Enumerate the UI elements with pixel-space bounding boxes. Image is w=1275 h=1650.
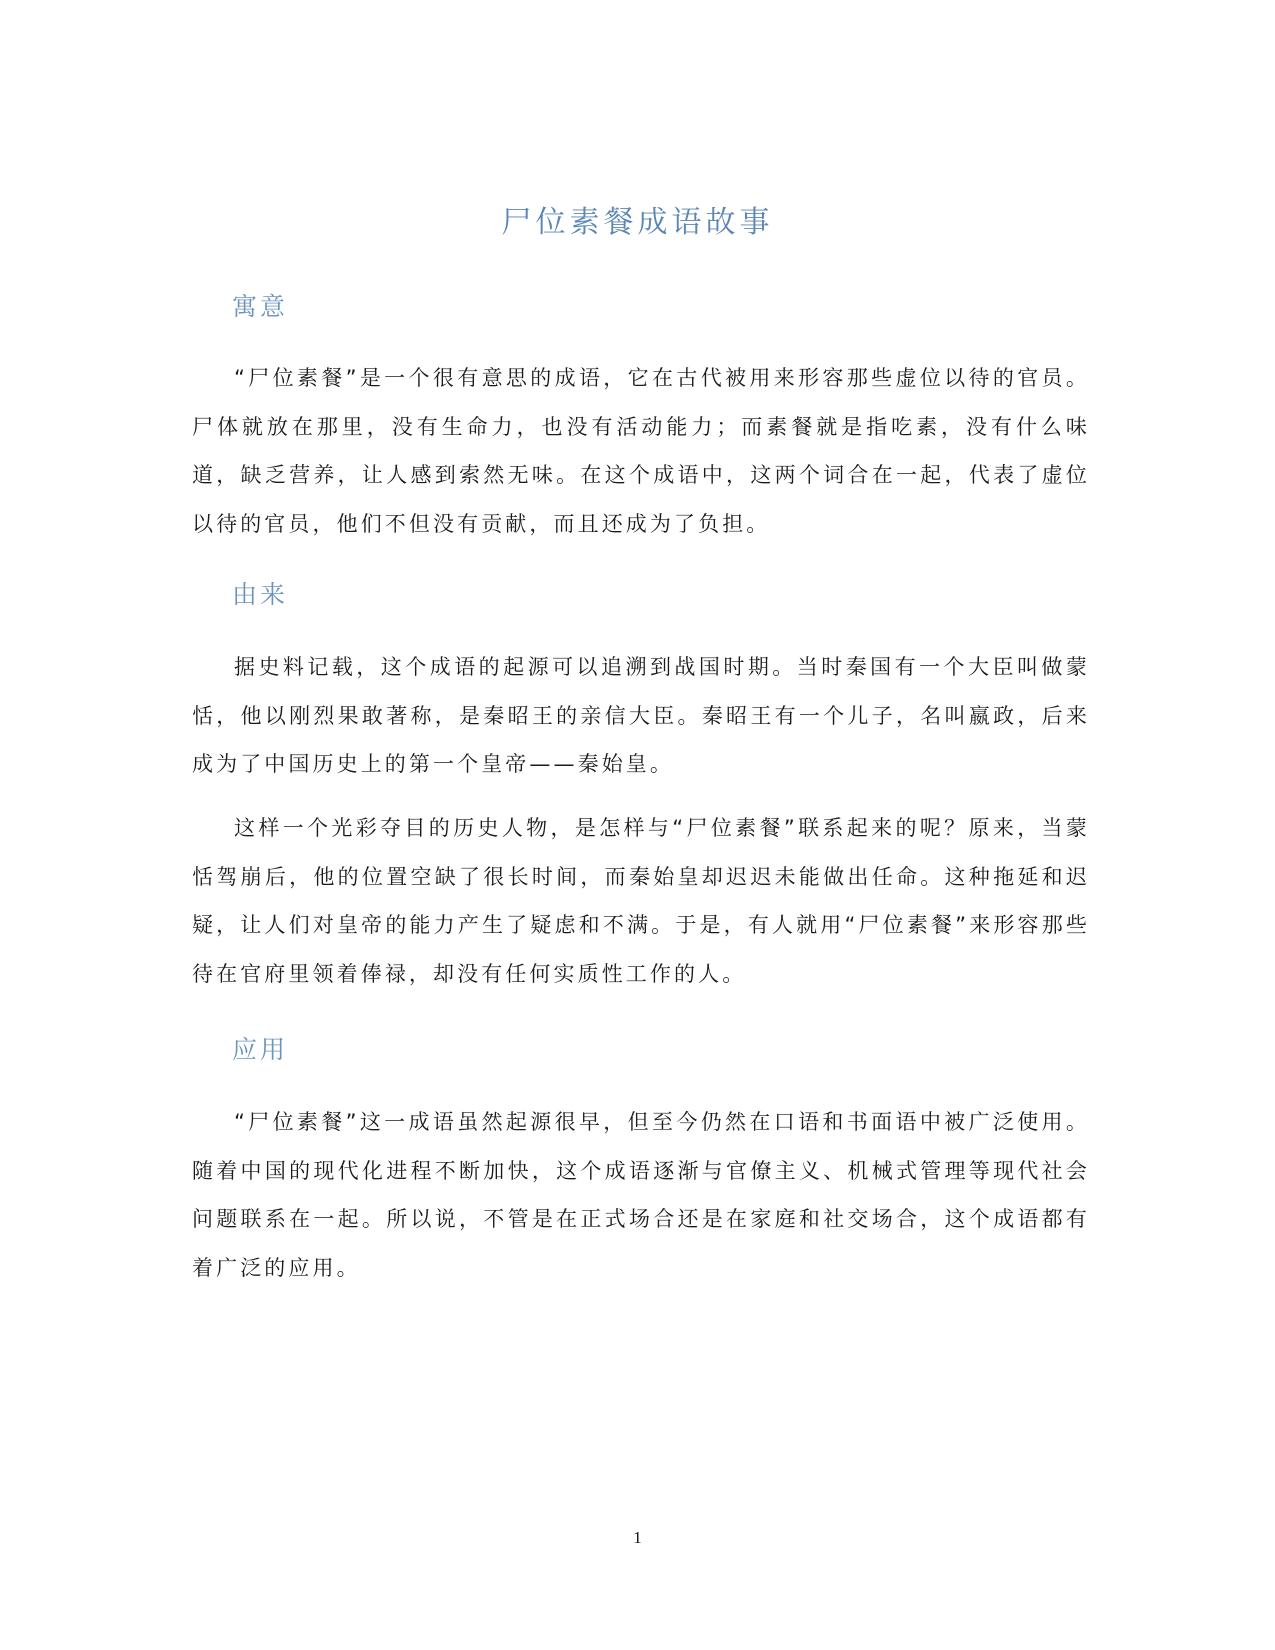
page-number: 1 — [633, 1528, 642, 1547]
paragraph-application: “尸位素餐”这一成语虽然起源很早，但至今仍然在口语和书面语中被广泛使用。随着中国的现代化进程不断加快，这个成语逐渐与官僚主义、机械式管理等现代社会问题联系在一起。所以说，不管是在正式场合还是在家庭和社交场合，这个成语都有着广泛的应用。 — [192, 1110, 1090, 1280]
section-heading-origin: 由来 — [232, 580, 289, 609]
paragraph-meaning: “尸位素餐”是一个很有意思的成语，它在古代被用来形容那些虚位以待的官员。尸体就放在那里，没有生命力，也没有活动能力；而素餐就是指吃素，没有什么味道，缺乏营养，让人感到索然无味。在这个成语中，这两个词合在一起，代表了虚位以待的官员，他们不但没有贡献，而且还成为了负担。 — [192, 366, 1090, 536]
section-heading-meaning: 寓意 — [232, 292, 289, 321]
section-heading-application: 应用 — [232, 1035, 289, 1064]
page-title: 尸位素餐成语故事 — [501, 205, 774, 240]
paragraph-origin-2: 这样一个光彩夺目的历史人物，是怎样与“尸位素餐”联系起来的呢？原来，当蒙恬驾崩后，他的位置空缺了很长时间，而秦始皇却迟迟未能做出任命。这种拖延和迟疑，让人们对皇帝的能力产生了疑虑和不满。于是，有人就用“尸位素餐”来形容那些待在官府里领着俸禄，却没有任何实质性工作的人。 — [192, 816, 1090, 986]
paragraph-origin-1: 据史料记载，这个成语的起源可以追溯到战国时期。当时秦国有一个大臣叫做蒙恬，他以刚烈果敢著称，是秦昭王的亲信大臣。秦昭王有一个儿子，名叫嬴政，后来成为了中国历史上的第一个皇帝——秦始皇。 — [192, 655, 1090, 776]
